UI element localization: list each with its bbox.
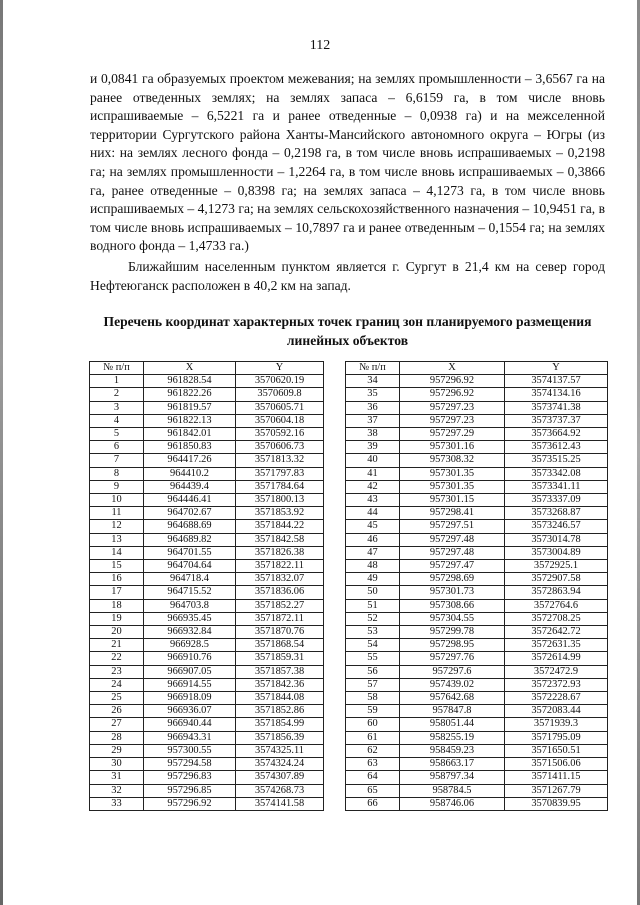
coord-y: 3572614.99 xyxy=(505,652,608,665)
coord-y: 3570605.71 xyxy=(236,401,324,414)
coord-x: 966932.84 xyxy=(144,626,236,639)
table-row xyxy=(346,705,608,718)
coord-y: 3570839.95 xyxy=(505,797,608,810)
point-number: 35 xyxy=(346,388,400,401)
table-row xyxy=(346,375,608,388)
coord-x: 957308.32 xyxy=(400,454,505,467)
header-x: X xyxy=(400,362,505,375)
coord-y: 3571267.79 xyxy=(505,784,608,797)
table-row xyxy=(90,771,324,784)
point-number: 44 xyxy=(346,507,400,520)
point-number: 15 xyxy=(90,560,144,573)
table-header-row xyxy=(90,362,324,375)
table-row xyxy=(346,744,608,757)
point-number: 22 xyxy=(90,652,144,665)
table-row xyxy=(90,626,324,639)
table-row xyxy=(90,718,324,731)
point-number: 64 xyxy=(346,771,400,784)
table-row xyxy=(346,388,608,401)
coord-x: 957296.92 xyxy=(400,375,505,388)
table-row xyxy=(346,401,608,414)
point-number: 41 xyxy=(346,467,400,480)
coord-x: 957298.69 xyxy=(400,573,505,586)
coord-y: 3574134.16 xyxy=(505,388,608,401)
coord-y: 3571844.22 xyxy=(236,520,324,533)
page-number: 112 xyxy=(309,38,331,53)
coord-y: 3571813.32 xyxy=(236,454,324,467)
point-number: 1 xyxy=(90,375,144,388)
table-row xyxy=(90,494,324,507)
table-row xyxy=(346,678,608,691)
coord-y: 3571852.86 xyxy=(236,705,324,718)
point-number: 8 xyxy=(90,467,144,480)
table-row xyxy=(90,388,324,401)
coord-y: 3571650.51 xyxy=(505,744,608,757)
coord-y: 3572083.44 xyxy=(505,705,608,718)
point-number: 25 xyxy=(90,692,144,705)
coord-y: 3572472.9 xyxy=(505,665,608,678)
table-row xyxy=(90,573,324,586)
table-row xyxy=(90,520,324,533)
coord-x: 966928.5 xyxy=(144,639,236,652)
header-number: № п/п xyxy=(346,362,400,375)
table-row xyxy=(90,441,324,454)
table-row xyxy=(346,546,608,559)
point-number: 20 xyxy=(90,626,144,639)
point-number: 26 xyxy=(90,705,144,718)
table-row xyxy=(90,652,324,665)
point-number: 61 xyxy=(346,731,400,744)
table-row xyxy=(90,507,324,520)
table-row xyxy=(346,797,608,810)
coordinates-table-left xyxy=(89,361,324,811)
table-row xyxy=(346,441,608,454)
coord-y: 3571853.92 xyxy=(236,507,324,520)
coord-y: 3573004.89 xyxy=(505,546,608,559)
table-row xyxy=(346,692,608,705)
coord-y: 3573612.43 xyxy=(505,441,608,454)
table-row xyxy=(90,546,324,559)
table-row xyxy=(90,797,324,810)
coord-y: 3574325.11 xyxy=(236,744,324,757)
coord-y: 3573741.38 xyxy=(505,401,608,414)
point-number: 27 xyxy=(90,718,144,731)
body-text xyxy=(90,70,605,295)
table-row xyxy=(346,520,608,533)
table-row xyxy=(90,639,324,652)
coord-x: 964417.26 xyxy=(144,454,236,467)
coord-y: 3571836.06 xyxy=(236,586,324,599)
coord-x: 957296.85 xyxy=(144,784,236,797)
coord-x: 957298.95 xyxy=(400,639,505,652)
point-number: 58 xyxy=(346,692,400,705)
table-row xyxy=(346,414,608,427)
point-number: 10 xyxy=(90,494,144,507)
coord-x: 966936.07 xyxy=(144,705,236,718)
table-row xyxy=(346,731,608,744)
point-number: 23 xyxy=(90,665,144,678)
table-row xyxy=(346,494,608,507)
table-row xyxy=(90,480,324,493)
coord-x: 964704.64 xyxy=(144,560,236,573)
coord-x: 964689.82 xyxy=(144,533,236,546)
table-row xyxy=(90,612,324,625)
point-number: 48 xyxy=(346,560,400,573)
coord-x: 957297.48 xyxy=(400,533,505,546)
table-row xyxy=(346,612,608,625)
point-number: 62 xyxy=(346,744,400,757)
point-number: 40 xyxy=(346,454,400,467)
coord-y: 3573342.08 xyxy=(505,467,608,480)
header-y: Y xyxy=(236,362,324,375)
coord-y: 3571852.27 xyxy=(236,599,324,612)
table-row xyxy=(346,586,608,599)
coord-y: 3571800.13 xyxy=(236,494,324,507)
coord-y: 3572925.1 xyxy=(505,560,608,573)
point-number: 18 xyxy=(90,599,144,612)
coord-x: 964718.4 xyxy=(144,573,236,586)
header-x: X xyxy=(144,362,236,375)
table-row xyxy=(346,467,608,480)
coord-y: 3573268.87 xyxy=(505,507,608,520)
table-row xyxy=(90,467,324,480)
table-row xyxy=(90,731,324,744)
table-row xyxy=(346,771,608,784)
point-number: 34 xyxy=(346,375,400,388)
point-number: 12 xyxy=(90,520,144,533)
coordinates-table-right xyxy=(345,361,608,811)
table-row xyxy=(346,758,608,771)
table-row xyxy=(90,665,324,678)
coord-y: 3571826.38 xyxy=(236,546,324,559)
point-number: 19 xyxy=(90,612,144,625)
coord-y: 3572372.93 xyxy=(505,678,608,691)
coord-x: 961828.54 xyxy=(144,375,236,388)
table-row xyxy=(90,454,324,467)
coord-x: 957304.55 xyxy=(400,612,505,625)
table-row xyxy=(346,573,608,586)
table-row xyxy=(346,718,608,731)
coord-x: 961819.57 xyxy=(144,401,236,414)
coord-y: 3571506.06 xyxy=(505,758,608,771)
point-number: 59 xyxy=(346,705,400,718)
coord-y: 3574268.73 xyxy=(236,784,324,797)
coord-y: 3572764.6 xyxy=(505,599,608,612)
point-number: 66 xyxy=(346,797,400,810)
point-number: 43 xyxy=(346,494,400,507)
coord-x: 964702.67 xyxy=(144,507,236,520)
coord-y: 3572228.67 xyxy=(505,692,608,705)
point-number: 17 xyxy=(90,586,144,599)
point-number: 11 xyxy=(90,507,144,520)
point-number: 50 xyxy=(346,586,400,599)
point-number: 14 xyxy=(90,546,144,559)
table-row xyxy=(90,428,324,441)
point-number: 33 xyxy=(90,797,144,810)
coord-y: 3572907.58 xyxy=(505,573,608,586)
coord-y: 3572863.94 xyxy=(505,586,608,599)
coord-x: 957297.23 xyxy=(400,414,505,427)
point-number: 32 xyxy=(90,784,144,797)
coord-x: 966918.09 xyxy=(144,692,236,705)
table-row xyxy=(90,586,324,599)
coord-x: 958797.34 xyxy=(400,771,505,784)
coord-y: 3573014.78 xyxy=(505,533,608,546)
header-number: № п/п xyxy=(90,362,144,375)
point-number: 42 xyxy=(346,480,400,493)
coord-x: 957301.15 xyxy=(400,494,505,507)
coord-x: 964439.4 xyxy=(144,480,236,493)
table-row xyxy=(346,533,608,546)
coord-x: 964446.41 xyxy=(144,494,236,507)
table-row xyxy=(90,744,324,757)
point-number: 29 xyxy=(90,744,144,757)
table-row xyxy=(346,652,608,665)
point-number: 54 xyxy=(346,639,400,652)
point-number: 55 xyxy=(346,652,400,665)
coord-y: 3572708.25 xyxy=(505,612,608,625)
scan-edge-left xyxy=(0,0,3,905)
coord-y: 3571844.08 xyxy=(236,692,324,705)
table-row xyxy=(90,599,324,612)
coord-x: 966935.45 xyxy=(144,612,236,625)
table-row xyxy=(90,560,324,573)
coord-x: 957296.92 xyxy=(144,797,236,810)
point-number: 2 xyxy=(90,388,144,401)
coord-x: 966914.55 xyxy=(144,678,236,691)
coord-y: 3571797.83 xyxy=(236,467,324,480)
coord-y: 3571784.64 xyxy=(236,480,324,493)
coord-y: 3571859.31 xyxy=(236,652,324,665)
coord-x: 957298.41 xyxy=(400,507,505,520)
coord-x: 957296.92 xyxy=(400,388,505,401)
coord-y: 3571868.54 xyxy=(236,639,324,652)
coord-y: 3573737.37 xyxy=(505,414,608,427)
point-number: 4 xyxy=(90,414,144,427)
table-row xyxy=(346,626,608,639)
coord-x: 958663.17 xyxy=(400,758,505,771)
coord-y: 3573246.57 xyxy=(505,520,608,533)
coord-x: 957439.02 xyxy=(400,678,505,691)
coord-x: 958255.19 xyxy=(400,731,505,744)
coord-y: 3574324.24 xyxy=(236,758,324,771)
coord-y: 3572642.72 xyxy=(505,626,608,639)
coord-x: 961822.13 xyxy=(144,414,236,427)
coord-x: 957299.78 xyxy=(400,626,505,639)
point-number: 30 xyxy=(90,758,144,771)
coord-y: 3573337.09 xyxy=(505,494,608,507)
point-number: 56 xyxy=(346,665,400,678)
coord-x: 966940.44 xyxy=(144,718,236,731)
coord-x: 957308.66 xyxy=(400,599,505,612)
point-number: 37 xyxy=(346,414,400,427)
table-header-row xyxy=(346,362,608,375)
coord-y: 3574137.57 xyxy=(505,375,608,388)
coord-x: 958784.5 xyxy=(400,784,505,797)
coord-x: 964701.55 xyxy=(144,546,236,559)
table-row xyxy=(90,533,324,546)
table-row xyxy=(346,784,608,797)
coord-x: 957296.83 xyxy=(144,771,236,784)
point-number: 6 xyxy=(90,441,144,454)
point-number: 45 xyxy=(346,520,400,533)
coord-x: 961822.26 xyxy=(144,388,236,401)
coord-x: 964688.69 xyxy=(144,520,236,533)
point-number: 51 xyxy=(346,599,400,612)
coord-x: 957294.58 xyxy=(144,758,236,771)
coord-x: 958746.06 xyxy=(400,797,505,810)
table-row xyxy=(90,692,324,705)
coord-x: 966910.76 xyxy=(144,652,236,665)
table-row xyxy=(346,599,608,612)
coord-x: 964410.2 xyxy=(144,467,236,480)
point-number: 65 xyxy=(346,784,400,797)
point-number: 39 xyxy=(346,441,400,454)
coord-y: 3572631.35 xyxy=(505,639,608,652)
point-number: 9 xyxy=(90,480,144,493)
coord-y: 3570620.19 xyxy=(236,375,324,388)
coord-x: 957297.29 xyxy=(400,428,505,441)
table-row xyxy=(346,665,608,678)
table-row xyxy=(90,784,324,797)
header-y: Y xyxy=(505,362,608,375)
table-row xyxy=(90,758,324,771)
coord-x: 957301.35 xyxy=(400,467,505,480)
point-number: 31 xyxy=(90,771,144,784)
coord-x: 957301.73 xyxy=(400,586,505,599)
coord-x: 957301.16 xyxy=(400,441,505,454)
point-number: 21 xyxy=(90,639,144,652)
point-number: 13 xyxy=(90,533,144,546)
point-number: 7 xyxy=(90,454,144,467)
coord-y: 3570604.18 xyxy=(236,414,324,427)
point-number: 49 xyxy=(346,573,400,586)
coord-y: 3574141.58 xyxy=(236,797,324,810)
coord-x: 957301.35 xyxy=(400,480,505,493)
point-number: 63 xyxy=(346,758,400,771)
coord-x: 957297.48 xyxy=(400,546,505,559)
point-number: 3 xyxy=(90,401,144,414)
point-number: 46 xyxy=(346,533,400,546)
table-row xyxy=(346,454,608,467)
table-row xyxy=(90,678,324,691)
coord-x: 958459.23 xyxy=(400,744,505,757)
point-number: 38 xyxy=(346,428,400,441)
table-row xyxy=(90,401,324,414)
coord-x: 966907.05 xyxy=(144,665,236,678)
coord-y: 3571842.58 xyxy=(236,533,324,546)
coord-y: 3571822.11 xyxy=(236,560,324,573)
coord-y: 3571842.36 xyxy=(236,678,324,691)
paragraph-nearest-settlement: Ближайшим населенным пунктом является г. Сургут в 21,4 км на север город Нефтеюганск расположен в 40,2 км на запад. xyxy=(90,258,605,293)
coord-y: 3571857.38 xyxy=(236,665,324,678)
table-row xyxy=(90,705,324,718)
coord-y: 3570592.16 xyxy=(236,428,324,441)
point-number: 16 xyxy=(90,573,144,586)
point-number: 53 xyxy=(346,626,400,639)
coord-y: 3571795.09 xyxy=(505,731,608,744)
coord-y: 3571872.11 xyxy=(236,612,324,625)
point-number: 28 xyxy=(90,731,144,744)
coord-y: 3571856.39 xyxy=(236,731,324,744)
coord-y: 3573341.11 xyxy=(505,480,608,493)
table-row xyxy=(90,375,324,388)
point-number: 47 xyxy=(346,546,400,559)
coord-y: 3573515.25 xyxy=(505,454,608,467)
coord-x: 957297.47 xyxy=(400,560,505,573)
table-heading: Перечень координат характерных точек границ зон планируемого размещения линейных объектов xyxy=(103,314,592,348)
coord-x: 964703.8 xyxy=(144,599,236,612)
point-number: 36 xyxy=(346,401,400,414)
coord-x: 957642.68 xyxy=(400,692,505,705)
coord-x: 957847.8 xyxy=(400,705,505,718)
coord-y: 3573664.92 xyxy=(505,428,608,441)
coord-y: 3571832.07 xyxy=(236,573,324,586)
coord-x: 957300.55 xyxy=(144,744,236,757)
point-number: 60 xyxy=(346,718,400,731)
point-number: 57 xyxy=(346,678,400,691)
point-number: 52 xyxy=(346,612,400,625)
coord-x: 957297.23 xyxy=(400,401,505,414)
point-number: 24 xyxy=(90,678,144,691)
table-row xyxy=(346,639,608,652)
paragraph-land-areas: и 0,0841 га образуемых проектом межевания; на землях промышленности – 3,6567 га на ранее отведенных землях; на землях запаса – 6,6159 га, в том числе вновь испрашиваемые – 6,5221 га и ранее отведенные – 0,0938 га) и на межселенной территории Сургутского района Ханты-Мансийского автономного округа – Югры (из них: на землях лесного фонда – 0,2198 га, в том числе вновь испрашиваемых – 0,2198 га; на землях промышленности – 1,2264 га, в том числе вновь испрашиваемых – 0,3866 га, ранее отведенные – 0,8398 га; на землях запаса – 4,1273 га, в том числе вновь испрашиваемых – 4,1273 га; на землях сельскохозяйственного назначения – 10,9451 га, в том числе вновь испрашиваемых – 10,7897 га и ранее отведенным – 0,1554 га; на землях водного фонда – 1,4733 га.) xyxy=(90,71,605,254)
coord-x: 964715.52 xyxy=(144,586,236,599)
coord-y: 3571854.99 xyxy=(236,718,324,731)
coord-x: 958051.44 xyxy=(400,718,505,731)
table-row xyxy=(346,428,608,441)
coord-y: 3574307.89 xyxy=(236,771,324,784)
coord-y: 3570606.73 xyxy=(236,441,324,454)
coord-y: 3571939.3 xyxy=(505,718,608,731)
table-row xyxy=(346,560,608,573)
table-row xyxy=(346,480,608,493)
coord-x: 966943.31 xyxy=(144,731,236,744)
coord-x: 957297.51 xyxy=(400,520,505,533)
coord-y: 3571411.15 xyxy=(505,771,608,784)
coord-x: 957297.6 xyxy=(400,665,505,678)
coord-y: 3571870.76 xyxy=(236,626,324,639)
coord-x: 961850.83 xyxy=(144,441,236,454)
coord-x: 961842.01 xyxy=(144,428,236,441)
point-number: 5 xyxy=(90,428,144,441)
coord-y: 3570609.8 xyxy=(236,388,324,401)
coord-x: 957297.76 xyxy=(400,652,505,665)
table-row xyxy=(346,507,608,520)
table-row xyxy=(90,414,324,427)
